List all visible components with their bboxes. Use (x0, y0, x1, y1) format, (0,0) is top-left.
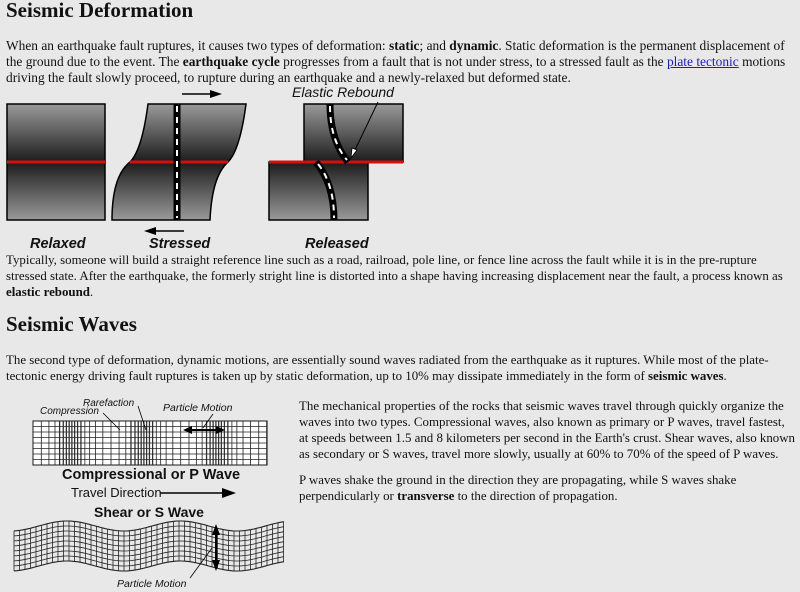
elastic-rebound-paragraph (6, 252, 798, 300)
term-seismic-waves: seismic waves (648, 369, 724, 383)
term-elastic-rebound: elastic rebound (6, 285, 90, 299)
wave-types-paragraph: The mechanical properties of the rocks that seismic waves travel through quickly organize the waves into two types. Compressional waves, also known as primary or P waves, travel fastest, at speeds between 1.5 and 8 kilometers per second in the Earth's crust. Shear waves, also known as secondary or S waves, travel more slowly, usually at 60% to 70% of the speed of P waves. (299, 399, 795, 461)
p-wave-title: Compressional or P Wave (62, 467, 241, 483)
text: ; and (419, 38, 450, 53)
stressed-block (112, 90, 246, 235)
label-travel-direction: Travel Direction (71, 485, 162, 500)
term-earthquake-cycle: earthquake cycle (182, 54, 280, 69)
s-wave-title: Shear or S Wave (94, 504, 204, 520)
relaxed-block (7, 104, 105, 220)
plate-tectonic-link[interactable]: plate tectonic (666, 54, 739, 69)
released-block (269, 102, 403, 220)
text: . (723, 369, 727, 383)
text: The second type of deformation, dynamic motions, are essentially sound waves radiated from the earthquake as it ruptures. While most of the plate-tectonic energy driving fault ruptures is taken up by static deformation, up to 10% may dissipate immediately in the form of (6, 353, 769, 383)
label-released: Released (305, 236, 369, 252)
text: motions driving the fault slowly proceed, to rupture during an earthquake and a newly-relaxed but deformed state. (6, 54, 786, 85)
term-dynamic: dynamic (449, 38, 499, 53)
label-particle-motion-s: Particle Motion (117, 578, 187, 590)
label-relaxed: Relaxed (30, 236, 86, 252)
label-rarefaction: Rarefaction (83, 398, 135, 409)
section-title-seismic-waves: Seismic Waves (6, 312, 137, 336)
arrow-left-icon (144, 227, 184, 235)
arrow-right-icon (182, 90, 222, 98)
label-compression: Compression (40, 406, 99, 417)
deformation-intro-paragraph (6, 38, 796, 86)
text: . Static deformation is the permanent displacement of the ground due to the event. The (6, 38, 785, 69)
text: P waves shake the ground in the direction they are propagating, while S waves shake perpendicularly or (299, 473, 737, 503)
section-title-seismic-deformation: Seismic Deformation (6, 0, 194, 22)
elastic-rebound-annotation: Elastic Rebound (292, 84, 394, 100)
label-particle-motion-p: Particle Motion (163, 402, 233, 414)
wave-motion-paragraph (299, 472, 797, 504)
label-stressed: Stressed (149, 236, 211, 252)
arrow-right-icon (222, 488, 236, 498)
earthquake-cycle-figure (0, 80, 420, 240)
seismic-waves-intro-paragraph (6, 352, 798, 384)
text: progresses from a fault that is not under stress, to a stressed fault as the (279, 54, 667, 69)
text: When an earthquake fault ruptures, it causes two types of deformation: (6, 38, 389, 53)
arrow-down-icon (212, 560, 220, 571)
arrow-up-icon (212, 524, 220, 535)
term-static: static (389, 38, 420, 53)
text: . (89, 285, 94, 299)
text: to the direction of propagation. (454, 489, 618, 503)
text: Typically, someone will build a straight reference line such as a road, railroad, pole line, or fence line across the fault while it is in the pre-rupture stressed state. After the earthquake, the formerly stright line is distorted into a shape having increasing displacement near the fault, a process known as (6, 253, 783, 283)
s-wave-grid (14, 521, 284, 571)
term-transverse: transverse (397, 489, 455, 503)
